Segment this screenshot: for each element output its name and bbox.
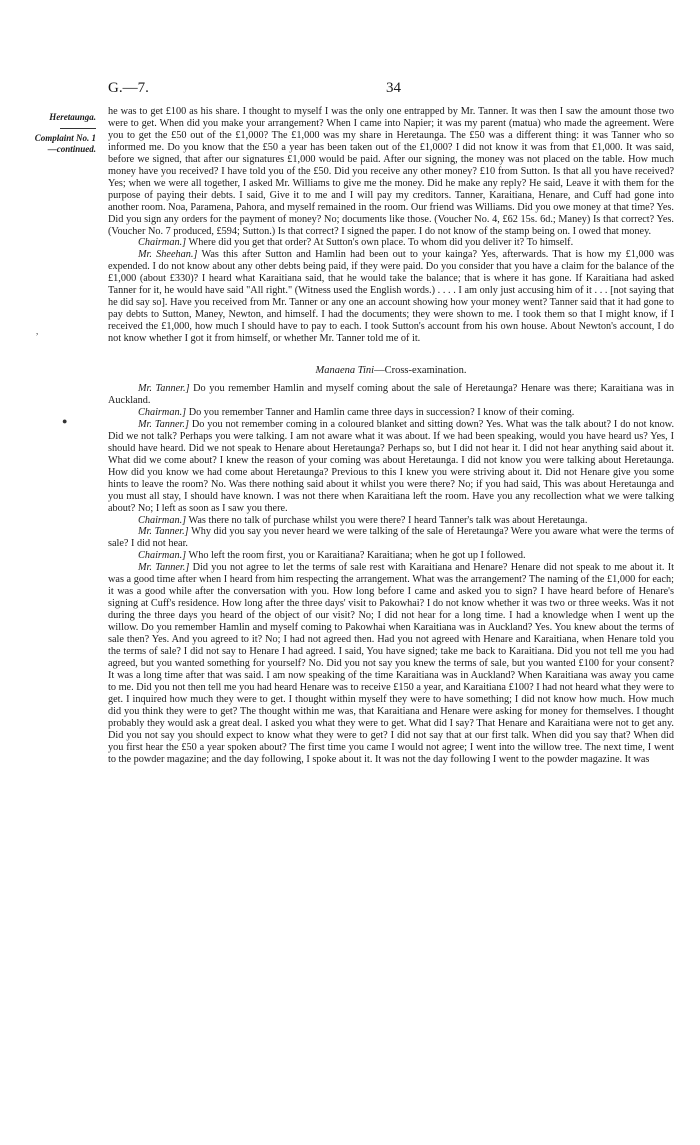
paragraph-text: Do you not remember coming in a coloured blanket and sitting down? Yes. What was the talk about? I do not know. Did we not talk? Perhaps you were talking. I am not aware what it was about. If we had been speaking, would you have heard us? Yes, I should have heard. Did we not speak to Henare about Heretaunga? Perhaps so, but I did not hear it. I did not hear anything said about it. What did we come about? I knew the reason of your coming was about Heretaunga. I did not know you were talking about Heretaunga. How did you know we had come about Heretaunga? Previous to this I knew you were striving about it. Did not Henare give you some hints to leave the room? No. Was there nothing said about it whilst you were there? No; if you had said, This was about Heretaunga and you must all stay, I should have known. I was not there when Karaitiana left the room. Have you any recollection what we were talking about? No; I left as soon as I saw you there. xyxy=(108,418,675,514)
section-title: —Cross-examination. xyxy=(374,365,467,377)
paragraph-text: Was there no talk of purchase whilst you were there? I heard Tanner's talk was about Heretaunga. xyxy=(188,514,588,526)
speaker-label: Chairman.] xyxy=(138,514,187,526)
margin-continued: —continued. xyxy=(47,144,96,154)
testimony-paragraph xyxy=(108,526,674,550)
document-reference: G.—7. xyxy=(108,80,149,96)
testimony-paragraph xyxy=(108,407,674,419)
paragraph-text: Was this after Sutton and Hamlin had been out to your kainga? Yes, afterwards. That is how my £1,000 was expended. I do not know about any other debts being paid, if they were paid. Do you consider that you have a claim for the balance of the £1,000 (about £330)? I heard what Karaitiana said, that he would take the balance; that is where it has gone. If Karaitiana had asked Tanner for it, he would have said "All right." (Witness used the English words.) . . . . I am only just accusing him of it . . . [not saying that he did say so]. Have you received from Mr. Tanner or any one an account showing how your money went? Tanner said that it had gone to pay debts to Sutton, Maney, Newton, and himself. I had the documents; they were shown to me. I took them so that I might know, if I received the £1,000, how much I should have to pay to each. I took Sutton's account from his own house. About Newton's account, I do not know whether I got it from himself, or whether Mr. Tanner told me of it. xyxy=(108,249,674,345)
page-header xyxy=(108,80,668,100)
margin-rule xyxy=(60,128,96,129)
speaker-label: Chairman.] xyxy=(138,237,187,249)
testimony-paragraph xyxy=(108,419,674,515)
paragraph-text: he was to get £100 as his share. I thought to myself I was the only one entrapped by Mr. Tanner. It was then I saw the amount those two were to get. When did you make your arrangement? When I came into Napier; it was my parent (matua) who made the agreement. Were you to get the £50 out of the £1,000? The £1,000 was my share in Heretaunga. The £50 was a different thing: it was Tanner who so informed me. Do you know that the £50 a year has been taken out of the £1,000? I did not know it was from that £1,000. It was said, before we signed, that after our signatures £1,000 would be paid. After our signing, the money was not placed on the table. How much money have you received? I have told you of the £50. Did you receive any other money? £10 from Sutton. Is that all you have received? Yes; when we were all together, I asked Mr. Williams to give me the money. Did he make any reply? He said, Leave it with them for the purpose of paying their debts. I said, Give it to me and I will pay my creditors. Tanner, Karaitiana, Henare, and Cuff had gone into another room. Noa, Paramena, Pahora, and myself remained in the room. Our friend was Williams. Did you owe money at that time? Yes. Did you sign any orders for the payment of money? No; documents like those. (Voucher No. 4, £62 15s. 6d.; Maney) Is that correct? Yes. (Voucher No. 7 produced, £594; Sutton.) Is that correct? I signed the paper. I do not know of the stamp being on. I owed that money. xyxy=(108,106,674,237)
section-witness-name: Manaena Tini xyxy=(315,365,375,377)
speaker-label: Chairman.] xyxy=(138,550,187,562)
speaker-label: Mr. Tanner.] xyxy=(138,383,190,395)
testimony-block-2 xyxy=(108,383,674,766)
testimony-paragraph xyxy=(108,237,674,249)
testimony-paragraph xyxy=(108,106,674,237)
document-body xyxy=(108,106,674,766)
paragraph-text: Why did you say you never heard we were talking of the sale of Heretaunga? Were you aware what were the terms of sale? I did not hear. xyxy=(108,526,674,550)
section-heading xyxy=(108,365,674,377)
speaker-label: Mr. Tanner.] xyxy=(138,562,190,574)
paragraph-text: Did you not agree to let the terms of sale rest with Karaitiana and Henare? Henare did not speak to me about it. It was a good time after when I heard from him respecting the arrangement. What was the arrangement? The naming of the £1,000 for each; it was a good while after the conversation with you. How long before I came and asked you to sign? I have heard before of Henare's signing at Cuff's residence. How long after the three days' visit to Pakowhai? I do not know whether it was two or three weeks. Was it not during the three days you heard of the object of our visit? No; I did not hear for a long time. I had a knowledge when I went up the willow. Do you remember Hamlin and myself coming to Pakowhai when Karaitiana was in Auckland? Yes. You knew about the terms of sale then? Yes. And you agreed to it? No; I had not agreed then. Had you not agreed with Henare and Karaitiana, when Henare told you the terms of sale? I did not say to Henare I had agreed. I said, You have signed; take me back to Karaitiana. Did you not tell me you had agreed, but you wanted something for yourself? No. Did you not say you knew the terms of sale, but you wanted £100 for your consent? It was a long time after that was said. I am now speaking of the time Karaitiana was in Auckland? When Karaitiana was away you came to me. Did you not then tell me you had heard Henare was to receive £150 a year, and Karaitiana £100? I had not heard what they were to get. I inquired how much they were to get. I thought within myself they were to have something; I did not know how much. How much did you think they were to get? The thought within me was, that Karaitiana and Henare were asking for money for themselves. I thought probably they would ask a great deal. I asked you what they were to get. What did I say? That Henare and Karaitiana were not to get any. Did you not say you should expect to know what they were to get? I did not say that at our first talk. When did you say that? When did you first hear the £50 a year spoken about? The first time you came I would not agree; I went into the willow tree. The next time, I went to the powder magazine; and the day following, I spoke about it. It was not the day following I went to the powder magazine. It was xyxy=(108,562,674,765)
testimony-paragraph xyxy=(108,383,674,407)
paragraph-text: Do you remember Tanner and Hamlin came three days in succession? I know of their coming. xyxy=(188,406,575,418)
margin-place: Heretaunga. xyxy=(49,112,96,122)
margin-note xyxy=(18,112,96,155)
testimony-paragraph xyxy=(108,550,674,562)
speaker-label: Chairman.] xyxy=(138,406,187,418)
margin-speck: , xyxy=(36,326,39,336)
paragraph-text: Where did you get that order? At Sutton's own place. To whom did you deliver it? To himself. xyxy=(188,237,574,249)
margin-complaint: Complaint No. 1 xyxy=(34,133,96,143)
speaker-label: Mr. Tanner.] xyxy=(138,526,189,538)
page-number: 34 xyxy=(386,80,401,96)
testimony-paragraph xyxy=(108,562,674,765)
speaker-label: Mr. Tanner.] xyxy=(138,418,189,430)
paragraph-text: Do you remember Hamlin and myself coming about the sale of Heretaunga? Henare was there; Karaitiana was in Auckland. xyxy=(108,383,674,406)
speaker-label: Mr. Sheehan.] xyxy=(138,249,198,261)
testimony-paragraph xyxy=(108,515,674,527)
testimony-block-1 xyxy=(108,106,674,345)
margin-bullet: ● xyxy=(62,416,68,426)
testimony-paragraph xyxy=(108,249,674,345)
paragraph-text: Who left the room first, you or Karaitiana? Karaitiana; when he got up I followed. xyxy=(188,550,526,562)
